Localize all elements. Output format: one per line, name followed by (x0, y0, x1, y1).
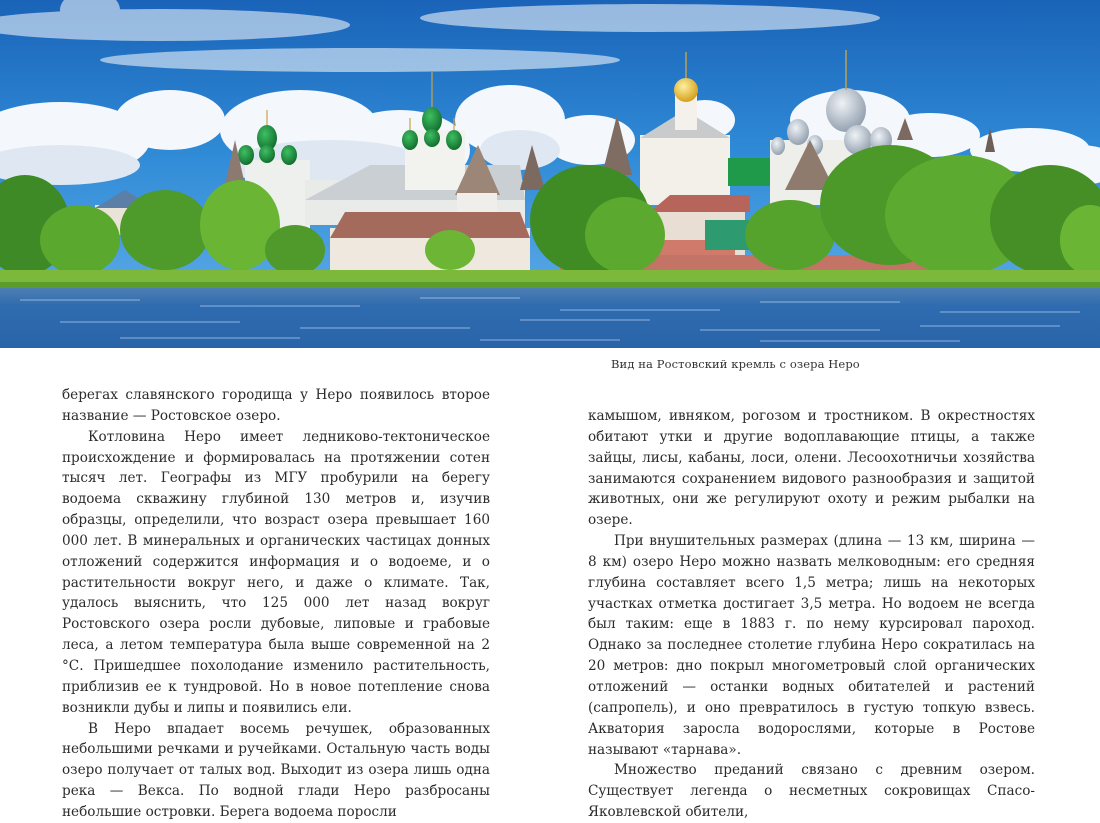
paragraph: В Неро впадает восемь речушек, образованных небольшими речками и ручейками. Остальную часть воды озеро получает от талых вод. Выходит из озера лишь одна река — Векса. По водной глади Неро разбросаны небольшие островки. Берега водоема поросли (62, 720, 490, 820)
paragraph: Множество преданий связано с древним озером. Существует легенда о несметных сокровищах Спасо-Яковлевской обители, (588, 762, 1035, 821)
paragraph: камышом, ивняком, рогозом и тростником. В окрестностях обитают утки и другие водоплавающие птицы, а также зайцы, лисы, кабаны, лоси, олени. Лесоохотничьи хозяйства занимаются сохранением видового разнообразия и защитой животных, они же регулируют охоту и режим рыбалки на озере. (588, 408, 1035, 529)
paragraph: Котловина Неро имеет ледниково-тектоническое происхождение и формировалась на протяжении сотен тысяч лет. Географы из МГУ пробурили на берегу водоема скважину глубиной 130 метров и, изучив образцы, определили, что возраст озера превышает 160 000 лет. В минеральных и органических частицах донных отложений содержится информация и о водоеме, и о растительности вокруг него, и даже о климате. Так, удалось выяснить, что 125 000 лет назад вокруг Ростовского озера росли дубовые, липовые и грабовые леса, а летом температура была выше современной на 2 °С. Пришедшее похолодание изменило растительность, приблизив ее к тундровой. Но в новое потепление снова возникли дубы и липы и появились ели. (62, 428, 490, 716)
text-column-left (62, 385, 490, 823)
landscape-illustration (0, 0, 1100, 348)
photo-caption: Вид на Ростовский кремль с озера Неро (611, 357, 860, 371)
paragraph: берегах славянского городища у Неро появилось второе название — Ростовское озеро. (62, 387, 490, 424)
text-column-right (588, 406, 1035, 823)
rostov-kremlin-photo (0, 0, 1100, 348)
paragraph: При внушительных размерах (длина — 13 км, ширина — 8 км) озеро Неро можно назвать мелководным: его средняя глубина составляет всего 1,5 метра; лишь на некоторых участках отметка достигает 3,5 метра. Но водоем не всегда был таким: еще в 1883 г. по нему курсировал пароход. Однако за последнее столетие глубина Неро сократилась на 20 метров: дно покрыл многометровый слой органических отложений — останки водных обитателей и растений (сапропель), и оно превратилось в густую топкую взвесь. Акватория заросла водорослями, которые в Ростове называют «тарнава». (588, 533, 1035, 758)
